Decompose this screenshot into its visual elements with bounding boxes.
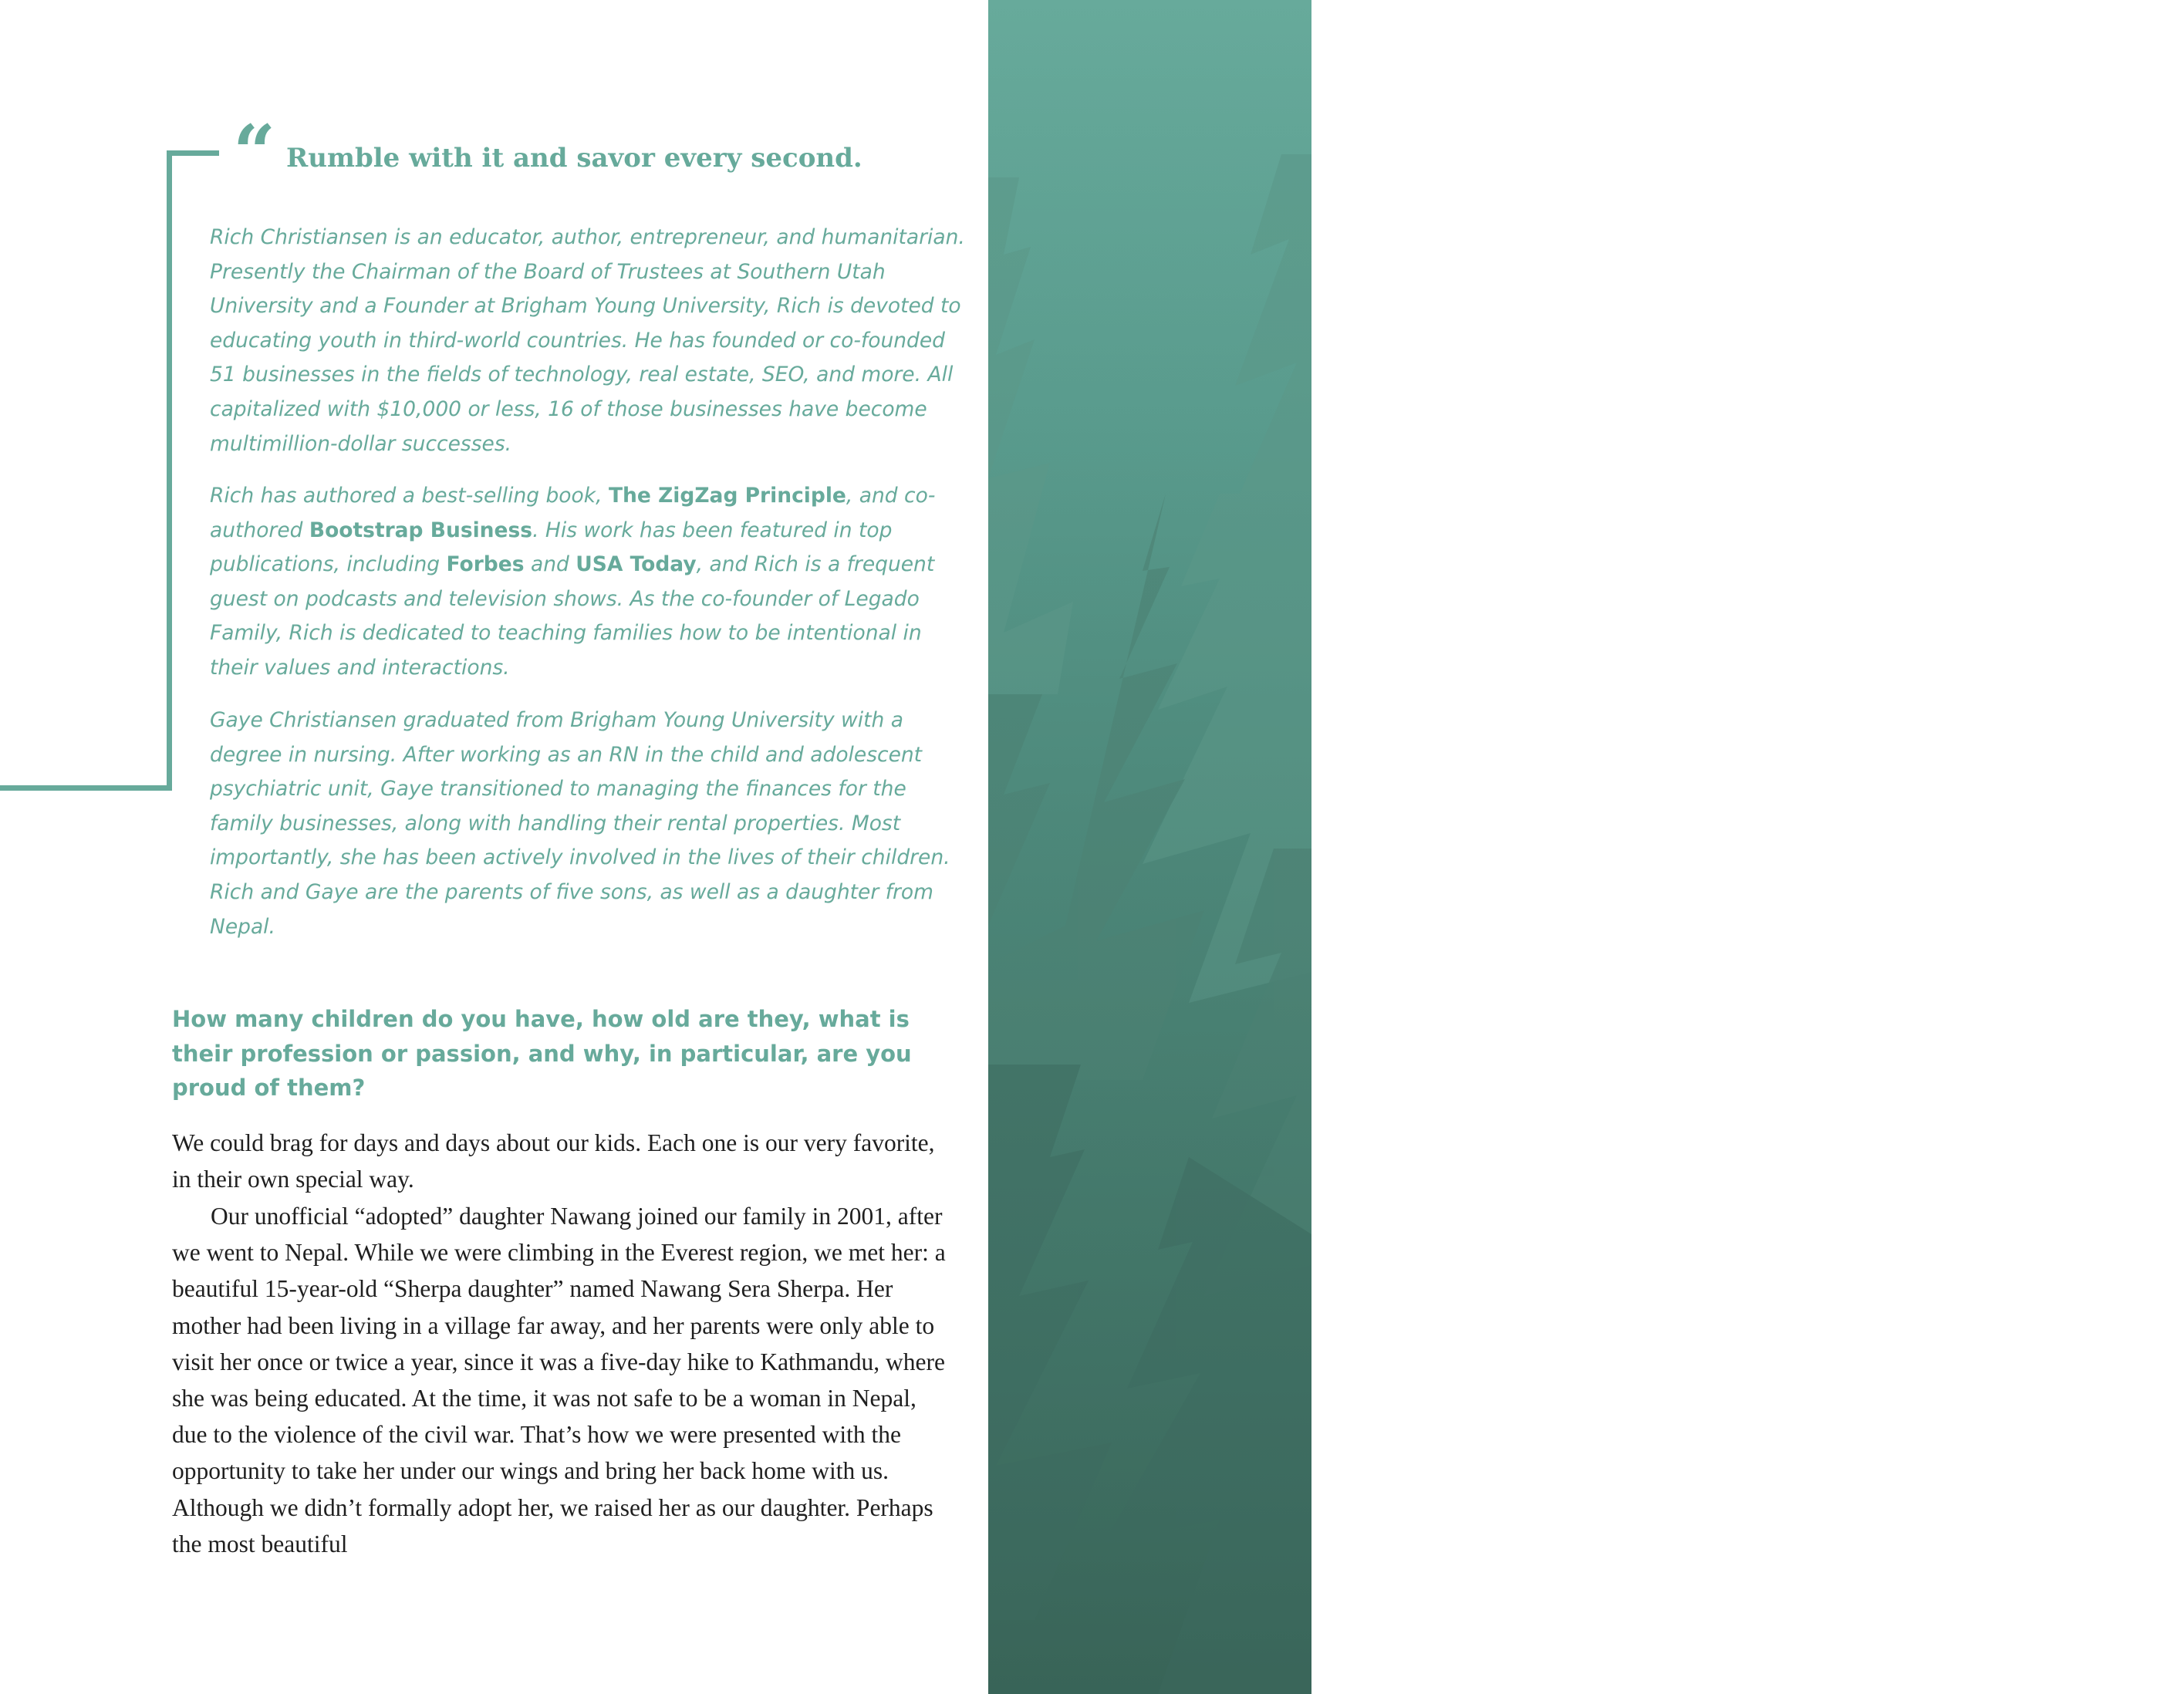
bio-paragraph-gaye: Gaye Christiansen graduated from Brigham Young University with a degree in nursing. After working as an RN in the child and adolescent psychiatric unit, Gaye transitioned to managing the finances for the family businesses, along with handling their rental properties. Most importantly, she has been actively involved in the lives of their children. Rich and Gaye are the parents of five sons, as well as a daughter from Nepal. [210,708,950,939]
quote-mark-icon: “ [233,109,276,196]
bracket-top-line [167,150,219,156]
bio-paragraph-works: Rich has authored a best-selling book, The ZigZag Principle, and co-authored Bootstrap Business. His work has been featured in top publications, including Forbes and USA Today, and Rich is a frequent guest on podcasts and television shows. As the co-founder of Legado Family, Rich is dedicated to teaching families how to be intentional in their values and interactions. [210,484,936,680]
body-paragraph: Our unofficial “adopted” daughter Nawang joined our family in 2001, after we went to Nepal. While we were climbing in the Everest region, we met her: a beautiful 15-year-old “Sherpa daughter” named Nawang Sera Sherpa. Her mother had been living in a village far away, and her parents were only able to visit her once or twice a year, since it was a five-day hike to Kathmandu, where she was being educated. At the time, it was not safe to be a woman in Nepal, due to the violence of the civil war. That’s how we were presented with the opportunity to take her under our wings and bring her back home with us. Although we didn’t formally adopt her, we raised her as our daughter. Perhaps the most beautiful [172,1203,946,1557]
book-title: Bootstrap Business [309,518,533,542]
body-paragraph: We could brag for days and days about our kids. Each one is our very favorite, in their own special way. [172,1129,935,1193]
publication-name: USA Today [576,552,697,577]
bio-paragraph-rich: Rich Christiansen is an educator, author, entrepreneur, and humanitarian. Presently the Chairman of the Board of Trustees at Southern Utah University and a Founder at Brigham Young University, Rich is devoted to educating youth in third-world countries. He has founded or co-founded 51 businesses in the fields of technology, real estate, SEO, and more. All capitalized with $10,000 or less, 16 of those businesses have become multimillion-dollar successes. [210,225,965,456]
bracket-bottom-line [0,785,172,791]
publication-name: Forbes [446,552,525,577]
book-title: The ZigZag Principle [608,484,846,508]
bracket-vertical-line [167,150,172,791]
pull-quote: Rumble with it and savor every second. [286,143,862,174]
interview-question: How many children do you have, how old are they, what is their profession or passion, and why, in particular, are you proud of them? [172,1006,912,1102]
forest-side-panel [988,0,2173,1694]
forest-trees-illustration [988,0,1311,1694]
page-number: 175 [2133,1605,2173,1626]
